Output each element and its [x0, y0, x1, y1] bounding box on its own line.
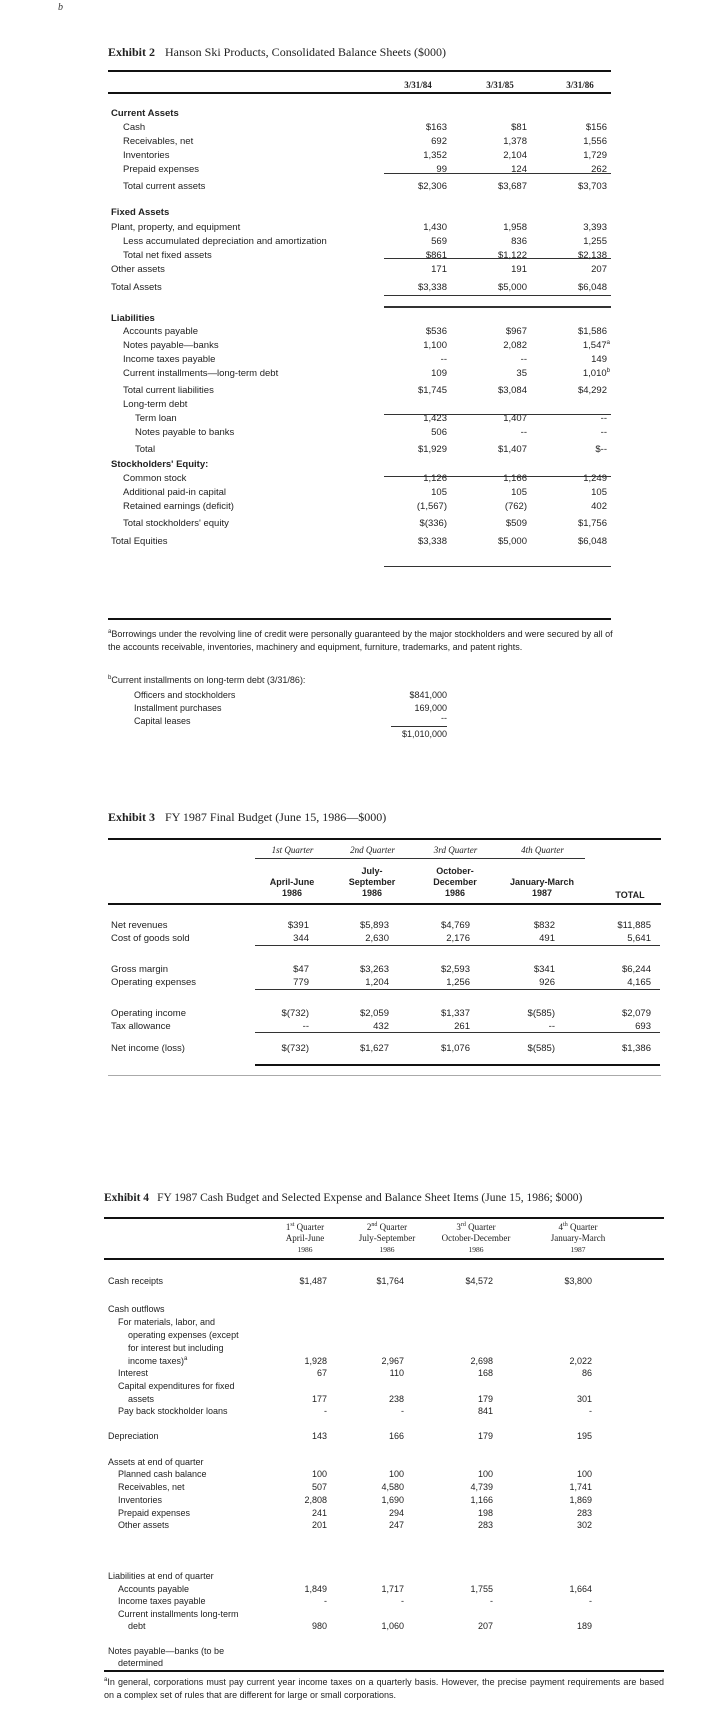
cell-value: $3,338: [417, 282, 447, 293]
row-label: Net revenues: [111, 920, 168, 931]
cell-value: 1,249: [583, 473, 607, 484]
cell-value: 283: [477, 1520, 493, 1530]
cell-value: $3,338: [417, 536, 447, 547]
footnote-b-item: Installment purchases: [134, 703, 222, 713]
cell-value: 179: [477, 1431, 493, 1441]
cell-value: 926: [539, 977, 555, 988]
header-bottom-rule: [108, 903, 661, 905]
section-heading: Liabilities at end of quarter: [108, 1571, 214, 1581]
period-header: 1986: [444, 888, 466, 898]
cell-value: 238: [388, 1394, 404, 1404]
row-label: Notes payable—banks: [123, 340, 219, 351]
col-header: 3/31/84: [404, 80, 432, 90]
cell-value: 110: [389, 1368, 404, 1378]
cell-value: $5,000: [497, 282, 527, 293]
cell-value: $(732): [281, 1008, 309, 1019]
cell-value: 100: [311, 1469, 327, 1479]
table-bottom-rule: [108, 618, 611, 620]
quarter-rule: [255, 858, 585, 859]
cell-value: 2,082: [503, 340, 527, 351]
period-header: July-: [361, 866, 383, 876]
cell-value: $163: [425, 122, 447, 133]
cell-value: 247: [388, 1520, 404, 1530]
row-label: Current installments—long-term debt: [123, 368, 279, 379]
header-bottom-rule: [104, 1258, 664, 1260]
total-value: $11,885: [617, 920, 651, 931]
cell-value: $6,048: [577, 536, 607, 547]
exhibit2-title-text: Hanson Ski Products, Consolidated Balance Sheets ($000): [165, 45, 446, 59]
cell-value: $3,084: [497, 385, 527, 396]
cell-value: $81: [511, 122, 527, 133]
cell-value: $3,703: [577, 181, 607, 192]
cell-value: 1,255: [583, 236, 607, 247]
cell-value: $1,756: [577, 518, 607, 529]
cell-value: 1,423: [423, 413, 447, 424]
cell-value: $2,593: [440, 964, 470, 975]
cell-value: 302: [576, 1520, 592, 1530]
table-top-rule: [104, 1217, 664, 1219]
cell-value: $1,929: [417, 444, 447, 455]
quarter-header: 2nd Quarter: [366, 1222, 408, 1232]
period-header: January-March: [550, 1233, 606, 1243]
exhibit4-title-text: FY 1987 Cash Budget and Selected Expense and Balance Sheet Items (June 15, 1986; $000): [157, 1192, 583, 1204]
subtotal-rule: [384, 295, 611, 296]
cell-value: 100: [388, 1469, 404, 1479]
year-header: 1987: [570, 1245, 586, 1254]
cell-value: --: [520, 427, 527, 438]
total-rule: [255, 1064, 660, 1066]
section-heading: Current Assets: [111, 108, 179, 119]
cell-value: 100: [576, 1469, 592, 1479]
row-label: Tax allowance: [111, 1021, 171, 1032]
cell-value: 2,104: [503, 150, 527, 161]
cell-value: -: [589, 1596, 592, 1606]
cell-value: 109: [431, 368, 447, 379]
cell-value: 1,928: [304, 1356, 327, 1366]
row-label: Prepaid expenses: [118, 1508, 191, 1518]
period-header: July-September: [358, 1233, 416, 1243]
row-label: Cost of goods sold: [111, 933, 190, 944]
cell-value: 1,556: [583, 136, 607, 147]
row-label: Total net fixed assets: [123, 250, 212, 261]
row-label: Net income (loss): [111, 1043, 185, 1054]
cell-value: 1,755: [470, 1584, 493, 1594]
total-value: 4,165: [627, 977, 651, 988]
cell-value: $5,893: [359, 920, 389, 931]
cell-value: $1,076: [440, 1043, 470, 1054]
table-bottom-rule: [104, 1670, 664, 1672]
quarter-header: 3rd Quarter: [433, 845, 478, 855]
cell-value: 99: [436, 164, 447, 175]
cell-value: $(732): [281, 1043, 309, 1054]
cell-value: $47: [293, 964, 309, 975]
period-header: April-June: [285, 1233, 325, 1243]
exhibit4-title: [104, 1192, 582, 1204]
cell-value: 207: [477, 1621, 493, 1631]
quarter-header: 4th Quarter: [521, 845, 564, 855]
row-label: debt: [128, 1621, 146, 1631]
row-label: Pay back stockholder loans: [118, 1406, 228, 1416]
total-header: TOTAL: [615, 890, 645, 900]
quarter-header: 3rd Quarter: [456, 1222, 496, 1232]
cell-value: 283: [576, 1508, 592, 1518]
cell-value: --: [600, 427, 607, 438]
row-label: Capital expenditures for fixed: [118, 1381, 235, 1391]
row-label: Accounts payable: [118, 1584, 190, 1594]
cell-value: 179: [477, 1394, 493, 1404]
cell-value: $2,138: [577, 250, 607, 261]
footnote-b-item: Capital leases: [134, 716, 191, 726]
cell-value: $341: [533, 964, 555, 975]
cell-value: 4,739: [470, 1482, 493, 1492]
cell-value: 143: [311, 1431, 327, 1441]
total-value: $1,386: [621, 1043, 651, 1054]
exhibit2-label: Exhibit 2: [108, 45, 156, 59]
table-top-rule: [108, 70, 611, 72]
cell-value: 402: [591, 501, 607, 512]
cell-value: 262: [591, 164, 607, 175]
section-heading: Assets at end of quarter: [108, 1457, 204, 1467]
period-header: 1986: [361, 888, 383, 898]
cell-value: $2,306: [417, 181, 447, 192]
cell-value: 294: [388, 1508, 404, 1518]
cell-value: 1,729: [583, 150, 607, 161]
cell-value: 168: [477, 1368, 493, 1378]
cell-value: 779: [293, 977, 309, 988]
cell-value: 1,166: [470, 1495, 493, 1505]
cell-value: 432: [373, 1021, 389, 1032]
subtotal-rule: [255, 945, 660, 946]
cell-value: $156: [585, 122, 607, 133]
cell-value: $391: [287, 920, 309, 931]
cell-value: $536: [425, 326, 447, 337]
row-label: Interest: [118, 1368, 149, 1378]
cell-value: 980: [311, 1621, 327, 1631]
row-label: Notes payable—banks (to be: [108, 1646, 225, 1656]
cell-value: 491: [539, 933, 555, 944]
cell-value: -: [589, 1406, 592, 1416]
cell-value: 2,630: [365, 933, 389, 944]
year-header: 1986: [297, 1245, 313, 1254]
cell-value: $4,769: [440, 920, 470, 931]
row-label: Other assets: [111, 264, 165, 275]
section-heading: Liabilities: [111, 313, 155, 324]
footnote-b-total: $1,010,000: [401, 729, 447, 739]
year-header: 1986: [468, 1245, 484, 1254]
row-label: Plant, property, and equipment: [111, 222, 241, 233]
section-heading: Stockholders' Equity:: [111, 459, 209, 470]
total-rule: [384, 306, 611, 308]
row-label: Less accumulated depreciation and amortization: [123, 236, 327, 247]
footnote-b-value: $841,000: [409, 690, 447, 700]
table-bottom-rule: [108, 1075, 661, 1076]
exhibit3-title: [108, 810, 386, 825]
cell-value: $1,627: [359, 1043, 389, 1054]
cell-value: 124: [511, 164, 527, 175]
cell-value: $4,572: [465, 1276, 493, 1286]
row-label: Gross margin: [111, 964, 169, 975]
row-label: Inventories: [118, 1495, 163, 1505]
cell-value: 171: [431, 264, 447, 275]
row-label: Income taxes payable: [123, 354, 216, 365]
row-label: operating expenses (except: [128, 1330, 239, 1340]
quarter-header: 2nd Quarter: [350, 845, 395, 855]
row-label: determined: [118, 1658, 164, 1668]
cell-value: $--: [595, 444, 607, 455]
subtotal-rule: [384, 476, 611, 477]
exhibit2-title: [108, 45, 446, 60]
cell-value: 1,256: [446, 977, 470, 988]
quarter-header: 1st Quarter: [285, 1222, 325, 1232]
period-header: December: [433, 877, 477, 887]
footnote-a: $^a$Borrowings under the revolving line of credit were personally guaranteed by the major stockholders and were secured by all of the accounts receivable, inventories, machinery and equipment, furniture, trademarks, and patent rights.: [108, 629, 613, 652]
cell-value: 344: [293, 933, 309, 944]
footnote-b-heading: $^b$Current installments on long-term debt (3/31/86):: [108, 675, 306, 685]
period-header: October-: [436, 866, 474, 876]
cell-value: $5,000: [497, 536, 527, 547]
total-value: $6,244: [621, 964, 651, 975]
row-label: Operating expenses: [111, 977, 197, 988]
cell-value: --: [440, 354, 447, 365]
cell-value: $3,687: [497, 181, 527, 192]
cell-value: $967: [505, 326, 527, 337]
cell-value: -: [401, 1406, 404, 1416]
subtotal-rule: [384, 566, 611, 567]
cell-value: $3,800: [564, 1276, 592, 1286]
cell-value: --: [520, 354, 527, 365]
row-label: Common stock: [123, 473, 187, 484]
period-header: January-March: [509, 877, 575, 887]
subtotal-rule: [255, 1032, 660, 1033]
cell-value: 1,664: [569, 1584, 592, 1594]
cell-value: 35: [516, 368, 527, 379]
cell-value: $1,407: [497, 444, 527, 455]
cell-value: 1,100: [423, 340, 447, 351]
row-label: Total Assets: [111, 282, 162, 293]
col-header: 3/31/86: [566, 80, 594, 90]
cell-value: 105: [431, 487, 447, 498]
footnote-b-value: --: [441, 713, 447, 723]
total-value: 5,641: [627, 933, 651, 944]
row-label: Depreciation: [108, 1431, 159, 1441]
cell-value: $861: [425, 250, 447, 261]
cell-value: 1,958: [503, 222, 527, 233]
cell-value: $3,263: [359, 964, 389, 975]
cell-value: 1,126: [423, 473, 447, 484]
cell-value: 507: [311, 1482, 327, 1492]
cell-value: $1,337: [440, 1008, 470, 1019]
total-value: 693: [635, 1021, 651, 1032]
section-heading: Cash outflows: [108, 1304, 165, 1314]
cell-value: 1,166: [503, 473, 527, 484]
cell-value: 198: [477, 1508, 493, 1518]
cell-value: $1,487: [299, 1276, 327, 1286]
cell-value: $832: [533, 920, 555, 931]
period-header: 1986: [281, 888, 303, 898]
cell-value: 1,849: [304, 1584, 327, 1594]
row-label: Term loan: [135, 413, 177, 424]
row-label: Income taxes payable: [118, 1596, 206, 1606]
row-label: Total: [135, 444, 156, 455]
cell-value: 1,741: [569, 1482, 592, 1492]
table-top-rule: [108, 838, 661, 840]
row-label: assets: [128, 1394, 155, 1404]
cell-value: 836: [511, 236, 527, 247]
footnote-a: $^a$In general, corporations must pay current year income taxes on a quarterly basis. However, the precise payment requirements are based on a complex set of rules that are different for large or small corporations.: [104, 1677, 664, 1700]
cell-value: $1,122: [497, 250, 527, 261]
cell-value: 1,547$^a$: [582, 339, 610, 351]
cell-value: 301: [576, 1394, 592, 1404]
row-label: Current installments long-term: [118, 1609, 239, 1619]
cell-value: $4,292: [577, 385, 607, 396]
cell-value: 67: [316, 1368, 327, 1378]
row-label: Total current liabilities: [123, 385, 214, 396]
cell-value: $1,586: [577, 326, 607, 337]
row-label: for interest but including: [128, 1343, 224, 1353]
row-label: Planned cash balance: [118, 1469, 207, 1479]
cell-value: 105: [591, 487, 607, 498]
cell-value: 2,808: [304, 1495, 327, 1505]
cell-value: 195: [576, 1431, 592, 1441]
cell-value: 1,204: [365, 977, 389, 988]
cell-value: -: [324, 1406, 327, 1416]
subtotal-rule: [384, 173, 611, 174]
cell-value: 1,430: [423, 222, 447, 233]
cell-value: 105: [511, 487, 527, 498]
cell-value: 2,698: [470, 1356, 493, 1366]
cell-value: --: [302, 1021, 309, 1032]
period-header: October-December: [441, 1233, 511, 1243]
cell-value: $(585): [527, 1008, 555, 1019]
cell-value: 100: [477, 1469, 493, 1479]
row-label: income taxes)$^a$: [128, 1356, 188, 1366]
cell-value: 166: [388, 1431, 404, 1441]
row-label: Inventories: [123, 150, 170, 161]
footnote-b-item: Officers and stockholders: [134, 690, 236, 700]
row-label: Total current assets: [123, 181, 206, 192]
row-label: Receivables, net: [118, 1482, 185, 1492]
row-label: Receivables, net: [123, 136, 194, 147]
row-label: Cash receipts: [108, 1276, 164, 1286]
row-label: Accounts payable: [123, 326, 198, 337]
cell-value: 86: [581, 1368, 592, 1378]
cell-value: --: [600, 413, 607, 424]
exhibit3-title-text: FY 1987 Final Budget (June 15, 1986—$000): [165, 810, 387, 824]
row-label: Cash: [123, 122, 146, 133]
col-header: 3/31/85: [486, 80, 514, 90]
cell-value: 1,060: [381, 1621, 404, 1631]
row-label: Retained earnings (deficit): [123, 501, 234, 512]
cell-value: $(336): [419, 518, 447, 529]
row-label: Total Equities: [111, 536, 168, 547]
row-label: Other assets: [118, 1520, 170, 1530]
cell-value: $2,059: [359, 1008, 389, 1019]
exhibit4-label: Exhibit 4: [104, 1192, 150, 1204]
cell-value: 1,010$^b$: [582, 367, 610, 379]
cell-value: 177: [311, 1394, 327, 1404]
cell-value: 1,352: [423, 150, 447, 161]
subtotal-rule: [384, 258, 611, 259]
cell-value: 207: [591, 264, 607, 275]
cell-value: $1,764: [376, 1276, 404, 1286]
cell-value: -: [401, 1596, 404, 1606]
cell-value: (1,567): [416, 501, 447, 512]
cell-value: -: [324, 1596, 327, 1606]
cell-value: 1,717: [381, 1584, 404, 1594]
total-value: $2,079: [621, 1008, 651, 1019]
cell-value: 506: [431, 427, 447, 438]
cell-value: $1,745: [417, 385, 447, 396]
year-header: 1986: [379, 1245, 395, 1254]
footnote-b-value: 169,000: [414, 703, 447, 713]
row-label: Prepaid expenses: [123, 164, 200, 175]
header-bottom-rule: [108, 92, 611, 94]
cell-value: 841: [477, 1406, 493, 1416]
exhibit3-label: Exhibit 3: [108, 810, 156, 824]
cell-value: 2,022: [569, 1356, 592, 1366]
section-heading: Fixed Assets: [111, 207, 170, 218]
cell-value: 2,967: [381, 1356, 404, 1366]
row-label: Long-term debt: [123, 399, 188, 410]
quarter-header: 1st Quarter: [271, 845, 314, 855]
cell-value: --: [548, 1021, 555, 1032]
cell-value: (762): [504, 501, 527, 512]
cell-value: 189: [576, 1621, 592, 1631]
period-header: September: [348, 877, 396, 887]
cell-value: $6,048: [577, 282, 607, 293]
cell-value: 1,869: [569, 1495, 592, 1505]
subtotal-rule: [255, 989, 660, 990]
period-header: 1987: [531, 888, 553, 898]
quarter-header: 4th Quarter: [558, 1222, 598, 1232]
cell-value: 241: [311, 1508, 327, 1518]
cell-value: 4,580: [381, 1482, 404, 1492]
cell-value: 692: [431, 136, 447, 147]
cell-value: 1,378: [503, 136, 527, 147]
cell-value: -: [490, 1596, 493, 1606]
cell-value: 2,176: [446, 933, 470, 944]
cell-value: $(585): [527, 1043, 555, 1054]
row-label: Operating income: [111, 1008, 186, 1019]
row-label: Total stockholders' equity: [123, 518, 229, 529]
cell-value: 1,690: [381, 1495, 404, 1505]
cell-value: 3,393: [583, 222, 607, 233]
row-label: Additional paid-in capital: [123, 487, 226, 498]
cell-value: 1,407: [503, 413, 527, 424]
row-label: Notes payable to banks: [135, 427, 235, 438]
cell-value: 191: [511, 264, 527, 275]
cell-value: 201: [311, 1520, 327, 1530]
subtotal-rule: [384, 414, 611, 415]
cell-value: 569: [431, 236, 447, 247]
cell-value: $509: [505, 518, 527, 529]
cell-value: 149: [591, 354, 607, 365]
cell-value: 261: [454, 1021, 470, 1032]
row-label: For materials, labor, and: [118, 1317, 216, 1327]
footnote-b-rule: [391, 726, 447, 727]
period-header: April-June: [269, 877, 315, 887]
page-mark: b: [58, 2, 63, 13]
